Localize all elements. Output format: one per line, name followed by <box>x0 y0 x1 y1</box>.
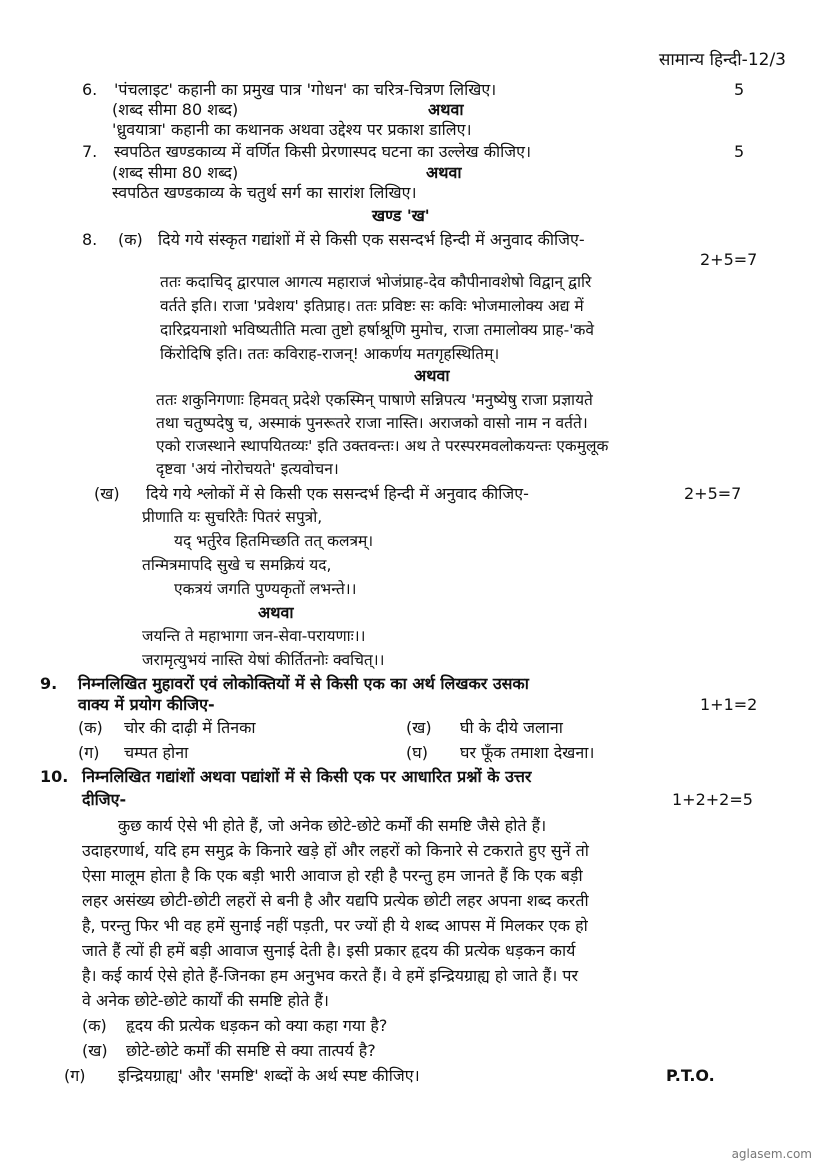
q8-passage1-line: दारिद्रयनाशो भविष्यतीति मत्वा तुष्टो हर्षाश्रूणि मुमोच, राजा तमालोक्य प्राह-'कवे <box>160 321 594 339</box>
q8-verse1-line: प्रीणाति यः सुचरितैः पितरं सपुत्रो, <box>142 508 323 526</box>
q8-passage1-line: वर्तते इति। राजा 'प्रवेशय' इतिप्राह। ततः प्रविष्टः सः कविः भोजमालोक्य अद्य में <box>160 297 584 315</box>
q10-question-text: हृदय की प्रत्येक धड़कन को क्या कहा गया है? <box>126 1016 388 1035</box>
q10-passage-line: उदाहरणार्थ, यदि हम समुद्र के किनारे खड़े हों और लहरों को किनारे से टकराते हुए सुनें तो <box>82 841 589 860</box>
q7-number: 7. <box>82 142 98 161</box>
pto-label: P.T.O. <box>666 1066 715 1085</box>
q8-or-2: अथवा <box>258 603 294 622</box>
q8-passage2-line: ततः शकुनिगणाः हिमवत् प्रदेशे एकस्मिन् पाषाणे सन्निपत्य 'मनुष्येषु राजा प्रज्ञायते <box>156 391 593 409</box>
q7-text: स्वपठित खण्डकाव्य में वर्णित किसी प्रेरणास्पद घटना का उल्लेख कीजिए। <box>114 142 532 161</box>
section-b-title: खण्ड 'ख' <box>372 206 430 225</box>
q7-alternative: स्वपठित खण्डकाव्य के चतुर्थ सर्ग का सारांश लिखिए। <box>112 183 417 202</box>
q10-question-label: (ग) <box>64 1066 86 1085</box>
q7-word-limit: (शब्द सीमा 80 शब्द) <box>112 163 239 182</box>
q8-part-b-text: दिये गये श्लोकों में से किसी एक ससन्दर्भ हिन्दी में अनुवाद कीजिए- <box>146 484 529 503</box>
q8-part-b-marks: 2+5=7 <box>684 484 742 503</box>
q9-number: 9. <box>40 674 58 693</box>
q6-alternative: 'ध्रुवयात्रा' कहानी का कथानक अथवा उद्देश्य पर प्रकाश डालिए। <box>112 120 472 139</box>
q8-passage2-line: तथा चतुष्पदेषु च, अस्माकं पुनरूतरे राजा नास्ति। अराजको वासो नाम न वर्तते। <box>156 414 588 432</box>
q10-marks: 1+2+2=5 <box>672 790 753 809</box>
q10-passage-line: कुछ कार्य ऐसे भी होते हैं, जो अनेक छोटे-छोटे कर्मों की समष्टि जैसे होते हैं। <box>118 816 547 835</box>
q9-option-text: चोर की दाढ़ी में तिनका <box>124 718 256 737</box>
q10-question-label: (क) <box>82 1016 107 1035</box>
q6-word-limit: (शब्द सीमा 80 शब्द) <box>112 100 239 119</box>
q6-marks: 5 <box>734 80 745 99</box>
q8-verse1-line: तन्मित्रमापदि सुखे च समक्रियं यद, <box>142 556 332 574</box>
q10-question-label: (ख) <box>82 1041 108 1060</box>
q10-question-text: इन्द्रियग्राह्य' और 'समष्टि' शब्दों के अर्थ स्पष्ट कीजिए। <box>118 1066 420 1085</box>
q10-question-text: छोटे-छोटे कर्मों की समष्टि से क्या तात्पर्य है? <box>126 1041 376 1060</box>
q6-or: अथवा <box>428 100 464 119</box>
q8-part-b-label: (ख) <box>94 484 120 503</box>
q10-text-line1: निम्नलिखित गद्यांशों अथवा पद्यांशों में से किसी एक पर आधारित प्रश्नों के उत्तर <box>82 767 532 786</box>
q10-passage-line: लहर असंख्य छोटी-छोटी लहरों से बनी है और यद्यपि प्रत्येक छोटी लहर अपना शब्द करती <box>82 891 589 910</box>
q9-option-text: चम्पत होना <box>124 743 189 762</box>
q10-text-line2: दीजिए- <box>82 790 127 809</box>
q8-verse2-line: जयन्ति ते महाभागा जन-सेवा-परायणाः।। <box>142 627 366 645</box>
q9-text-line1: निम्नलिखित मुहावरों एवं लोकोक्तियों में से किसी एक का अर्थ लिखकर उसका <box>78 674 529 693</box>
q8-number: 8. <box>82 230 98 249</box>
page-header-label: सामान्य हिन्दी-12/3 <box>658 50 786 70</box>
q9-option-text: घी के दीये जलाना <box>460 718 563 737</box>
q8-verse2-line: जरामृत्युभयं नास्ति येषां कीर्तितनोः क्वचित्।। <box>142 651 385 669</box>
q8-passage1-line: ततः कदाचिद् द्वारपाल आगत्य महाराजं भोजंप्राह-देव कौपीनावशेषो विद्वान् द्वारि <box>160 273 592 291</box>
q7-or: अथवा <box>426 163 462 182</box>
q8-part-a-marks: 2+5=7 <box>700 250 758 269</box>
q10-passage-line: जाते हैं त्यों ही हमें बड़ी आवाज सुनाई देती है। इसी प्रकार हृदय की प्रत्येक धड़कन कार्य <box>82 941 576 960</box>
q8-passage2-line: एको राजस्थाने स्थापयितव्यः' इति उक्तवन्तः। अथ ते परस्परमवलोकयन्तः एकमुलूक <box>156 437 609 455</box>
watermark: aglasem.com <box>731 1147 812 1161</box>
q10-passage-line: वे अनेक छोटे-छोटे कार्यों की समष्टि होते हैं। <box>82 991 329 1010</box>
q8-or: अथवा <box>414 366 450 385</box>
q6-number: 6. <box>82 80 98 99</box>
q10-passage-line: है, परन्तु फिर भी वह हमें सुनाई नहीं पड़ती, पर ज्यों ही ये शब्द आपस में मिलकर एक हो <box>82 916 588 935</box>
q10-number: 10. <box>40 767 69 786</box>
q9-marks: 1+1=2 <box>700 695 758 714</box>
q8-passage1-line: किंरोदिषि इति। ततः कविराह-राजन्! आकर्णय मतगृहस्थितिम्। <box>160 345 500 363</box>
q8-verse1-line: यद् भर्तुरेव हितमिच्छति तत् कलत्रम्। <box>174 532 374 550</box>
q8-verse1-line: एकत्रयं जगति पुण्यकृतों लभन्ते।। <box>174 580 357 598</box>
q8-part-a-label: (क) <box>118 230 143 249</box>
q10-passage-line: ऐसा मालूम होता है कि एक बड़ी भारी आवाज हो रही है परन्तु हम जानते हैं कि एक बड़ी <box>82 866 583 885</box>
q8-part-a-text: दिये गये संस्कृत गद्यांशों में से किसी एक ससन्दर्भ हिन्दी में अनुवाद कीजिए- <box>158 230 585 249</box>
q10-passage-line: है। कई कार्य ऐसे होते हैं-जिनका हम अनुभव करते हैं। वे हमें इन्द्रियग्राह्य हो जाते हैं। पर <box>82 966 579 985</box>
q8-passage2-line: दृष्टवा 'अयं नोरोचयते' इत्यवोचन। <box>156 460 339 478</box>
q9-option-label: (क) <box>78 718 103 737</box>
q9-option-label: (घ) <box>406 743 428 762</box>
q9-option-label: (ग) <box>78 743 100 762</box>
q6-text: 'पंचलाइट' कहानी का प्रमुख पात्र 'गोधन' का चरित्र-चित्रण लिखिए। <box>114 80 497 99</box>
q9-text-line2: वाक्य में प्रयोग कीजिए- <box>78 695 215 714</box>
q9-option-text: घर फूँक तमाशा देखना। <box>460 743 595 762</box>
q7-marks: 5 <box>734 142 745 161</box>
q9-option-label: (ख) <box>406 718 432 737</box>
